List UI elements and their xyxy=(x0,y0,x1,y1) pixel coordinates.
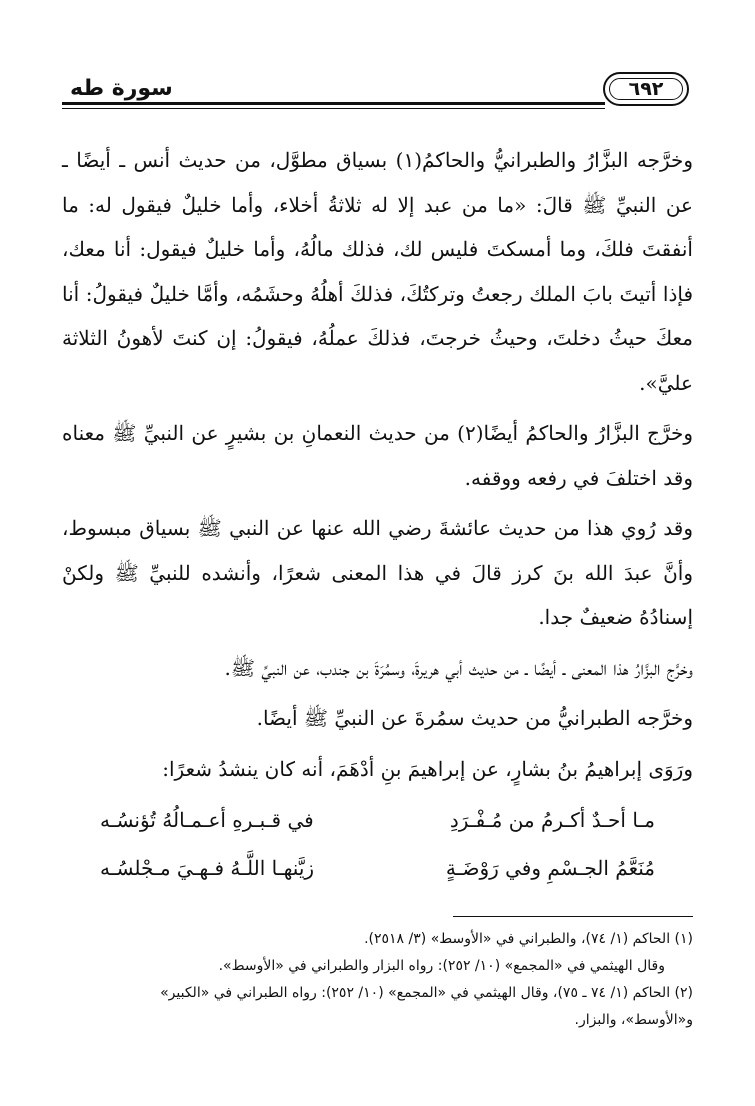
poem-hemistich-first: مُنَعَّمُ الجـسْمِ وفي رَوْضَـةٍ xyxy=(445,856,655,880)
page-header xyxy=(62,72,693,120)
poem-hemistich-first: مـا أحـدٌ أكـرمُ من مُـفْـرَدِ xyxy=(449,808,655,832)
paragraph: وخرَّجه البزَّارُ والطبرانيُّ والحاكمُ(١) بسياق مطوَّل، من حديث أنس ـ أيضًا ـ عن النبيِّ ﷺ قالَ: «ما من عبد إلا له ثلاثةُ أخلاء، وأما خليلٌ فيقول له: ما أنفقتَ فلكَ، وما أمسكتَ فليس لك، فذلك مالُهُ، وأما خليلٌ فيقول: أنا معك، فإذا أتيتَ بابَ الملك رجعتُ وتركتُكَ، فذلكَ أهلُهُ وحشَمُه، وأمَّا خليلٌ فيقولُ: أنا معكَ حيثُ دخلتَ، وحيثُ خرجتَ، فذلكَ عملُهُ، فيقولُ: إن كنتَ لأهونُ الثلاثة عليَّ». xyxy=(62,148,693,395)
footnote-separator xyxy=(453,916,693,917)
main-text xyxy=(62,138,693,797)
paragraph: وخرَّج البزَّارُ هذا المعنى ـ أيضًا ـ من حديث أبي هريرةَ، وسمُرَةَ بن جندب، عن النبيِّ ﷺ. xyxy=(224,655,693,680)
poem-verse xyxy=(100,844,655,892)
page-number-badge xyxy=(603,72,689,106)
header-rule xyxy=(62,102,605,105)
footnote: (٢) الحاكم (١/ ٧٤ ـ ٧٥)، وقال الهيثمي في «المجمع» (١٠/ ٢٥٢): رواه الطبراني في «الكبير» xyxy=(160,985,693,1001)
paragraph: وخرَّجه الطبرانيُّ من حديث سمُرةَ عن النبيِّ ﷺ أيضًا. xyxy=(256,706,693,730)
page-number: ٦٩٢ xyxy=(628,78,664,100)
poem-hemistich-second: في قـبـرهِ أعـمـالُهُ تُؤنسُـه xyxy=(100,808,314,832)
poem-hemistich-second: زيَّنهـا اللَّـهُ فـهـيَ مـجْلسُـه xyxy=(100,856,315,880)
footnote-continuation: وقال الهيثمي في «المجمع» (١٠/ ٢٥٢): رواه البزار والطبراني في «الأوسط». xyxy=(218,958,665,974)
header-rule-thin xyxy=(62,108,605,109)
footnotes xyxy=(62,926,693,1034)
footnote-continuation: و«الأوسط»، والبزار. xyxy=(574,1012,693,1028)
paragraph: وقد رُوي هذا من حديث عائشةَ رضي الله عنها عن النبي ﷺ بسياق مبسوط، وأنَّ عبدَ الله بنَ كرز قالَ في هذا المعنى شعرًا، وأنشده للنبيِّ ﷺ ولكنْ إسنادُهُ ضعيفٌ جدا. xyxy=(62,516,693,629)
poem-verse xyxy=(100,796,655,844)
footnote: (١) الحاكم (١/ ٧٤)، والطبراني في «الأوسط» (٣/ ٢٥١٨). xyxy=(364,931,693,947)
surah-title: سورة طه xyxy=(70,76,173,101)
paragraph: وخرَّج البزَّارُ والحاكمُ أيضًا(٢) من حديث النعمانِ بن بشيرٍ عن النبيِّ ﷺ معناه وقد اختلفَ في رفعه ووقفه. xyxy=(62,421,693,490)
paragraph: ورَوَى إبراهيمُ بنُ بشارٍ، عن إبراهيمَ بنِ أدْهَمَ، أنه كان ينشدُ شعرًا: xyxy=(162,756,693,781)
poem xyxy=(100,796,655,892)
